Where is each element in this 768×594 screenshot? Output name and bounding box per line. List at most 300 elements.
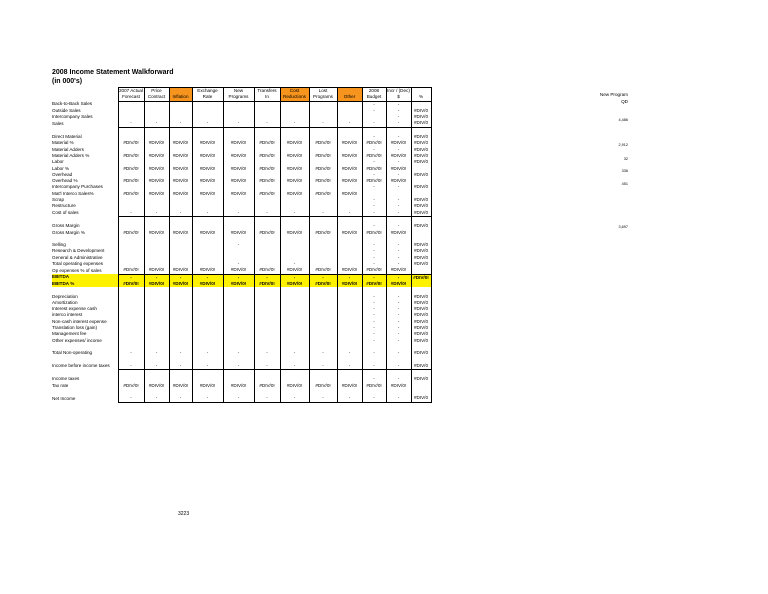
table-cell: #DIV/0! [280,281,309,287]
row-label: Scrap [52,197,65,203]
table-cell: - [223,274,254,281]
table-cell: #DIV/0! [362,153,386,159]
table-cell: - [223,261,254,267]
header-spacer [52,88,118,95]
table-cell: - [337,395,362,402]
table-cell: #DIV/0! [309,383,337,389]
table-cell: #DIV/0! [337,191,362,197]
table-cell: #DIV/0 [411,159,431,165]
table-cell: #DIV/0! [192,267,223,274]
row-label: Income before income taxes [52,363,110,369]
header-row [52,88,431,95]
column-header: Exchange [192,88,223,95]
table-cell [411,216,431,223]
table-cell: - [192,120,223,127]
table-cell: - [386,300,411,306]
row-label: Depreciation [52,293,78,299]
table-cell: #DIV/0! [254,281,280,287]
table-cell: #DIV/0! [337,153,362,159]
table-cell: #DIV/0! [169,383,192,389]
table-cell: #DIV/0 [411,134,431,140]
table-cell: - [362,242,386,248]
table-cell: #DIV/0! [118,140,144,146]
table-cell: - [386,306,411,312]
table-cell: #DIV/0! [118,166,144,172]
table-cell: #DIV/0! [337,281,362,287]
table-cell: - [254,120,280,127]
row-label: Research & Development [52,248,105,254]
table-cell: #DIV/0! [144,166,169,172]
table-cell [144,216,169,223]
table-cell: #DIV/0! [192,230,223,236]
table-cell: #DIV/0! [223,383,254,389]
table-cell: - [309,210,337,217]
table-cell [411,127,431,134]
table-cell: #DIV/0! [254,166,280,172]
row-label: Labor % [52,165,70,171]
table-cell [337,127,362,134]
row-label: Other expenses/ income [52,337,102,343]
table-cell [192,101,223,108]
table-cell: - [309,363,337,370]
row-label: Tax rate [52,382,69,388]
row-label: Income taxes [52,376,80,382]
table-cell: - [192,395,223,402]
column-header [337,88,362,95]
row-label: Total operating expenses [52,261,104,267]
row-label [52,127,118,134]
side-value: 451 [621,182,628,186]
row-label: Translation loss (gain) [52,324,98,330]
column-header: 2007 Actual [118,88,143,93]
row-label: General & Administrative [52,254,103,260]
table-cell: - [386,363,411,370]
table-cell: - [386,147,411,153]
table-cell: #DIV/0! [362,140,386,146]
table-cell: #DIV/0! [192,383,223,389]
table-cell: - [362,274,386,281]
table-cell: - [386,114,411,120]
table-cell: - [362,134,386,140]
row-label: Total Non-operating [52,350,93,356]
row-label: Outside Sales [52,107,81,113]
table-cell: #DIV/0! [169,140,192,146]
row-label: Material Adders [52,146,84,152]
table-cell: - [309,274,337,281]
table-cell: #DIV/0! [192,153,223,159]
column-header: Budget [362,94,386,101]
column-header: Programs [223,94,254,101]
table-cell: - [386,120,411,127]
table-cell: - [280,120,309,127]
table-cell: #DIV/0! [223,281,254,287]
table-cell: #DIV/0 [411,184,431,190]
table-cell: #DIV/0! [118,230,144,236]
row-label: Net Income [52,395,76,401]
table-cell: - [118,350,144,356]
row-label: Op expenses % of sales [52,267,102,273]
table-cell: - [362,325,386,331]
table-cell: #DIV/0! [386,383,411,389]
table-cell: - [169,210,192,217]
table-cell [337,216,362,223]
table-cell: #DIV/0! [280,178,309,184]
table-cell: #DIV/0! [223,267,254,274]
table-cell: #DIV/0 [411,395,431,402]
header-spacer [52,94,118,101]
table-cell: #DIV/0! [386,267,411,274]
table-cell: - [362,184,386,190]
table-cell: #DIV/0 [411,319,431,325]
table-cell: #DIV/0! [118,153,144,159]
table-cell: - [386,350,411,356]
row-label: Management fee [52,331,87,337]
table-cell: #DIV/0! [280,230,309,236]
table-cell: #DIV/0! [386,178,411,184]
table-cell: - [386,134,411,140]
table-cell: - [192,350,223,356]
table-cell: - [362,120,386,127]
table-cell: - [362,376,386,382]
table-cell: - [386,101,411,108]
column-header: Programs [309,94,337,101]
table-cell: - [280,395,309,402]
table-cell [309,101,337,108]
table-row [52,274,431,281]
table-cell: #DIV/0! [118,383,144,389]
table-cell: #DIV/0! [144,383,169,389]
table-cell: - [362,248,386,254]
table-cell [280,101,309,108]
table-cell: - [362,101,386,108]
table-cell: #DIV/0! [223,140,254,146]
table-cell: #DIV/0! [337,383,362,389]
table-cell: - [337,120,362,127]
table-cell [411,370,431,377]
column-header: Lost [309,88,337,95]
table-cell [192,216,223,223]
row-label: Amortization [52,299,78,305]
column-header [169,88,192,95]
table-cell: #DIV/0 [411,120,431,127]
table-cell: #DIV/0! [144,178,169,184]
table-cell: #DIV/0! [254,178,280,184]
table-cell: - [192,363,223,370]
table-cell: - [192,274,223,281]
table-cell: #DIV/0 [411,210,431,217]
column-header: Forecast [118,94,144,101]
table-cell: #DIV/0! [280,153,309,159]
table-cell: #DIV/0! [337,140,362,146]
table-cell: #DIV/0! [118,281,144,287]
table-cell: - [280,274,309,281]
table-cell: #DIV/0! [309,166,337,172]
table-cell [254,370,280,377]
table-cell: #DIV/0! [192,166,223,172]
table-cell: - [386,338,411,344]
table-cell [254,101,280,108]
table-cell: - [280,261,309,267]
column-header: 2008 [362,88,386,95]
table-cell: - [169,120,192,127]
table-cell: #DIV/0! [309,153,337,159]
table-cell: #DIV/0! [169,178,192,184]
table-row [52,101,431,108]
table-cell [192,370,223,377]
table-cell: #DIV/0! [192,281,223,287]
table-cell: - [223,395,254,402]
table-cell: - [386,261,411,267]
column-header: Contract [144,94,169,101]
row-label: Overhead [52,171,73,177]
table-cell [386,127,411,134]
table-cell [223,370,254,377]
table-cell [144,370,169,377]
side-value: 3,697 [618,225,628,229]
table-cell: #DIV/0! [144,153,169,159]
table-cell: #DIV/0! [144,140,169,146]
table-cell: - [144,363,169,370]
row-label: Gross Margin % [52,229,85,235]
table-cell: #DIV/0! [309,267,337,274]
table-cell: #DIV/0! [169,166,192,172]
table-cell: #DIV/0! [362,383,386,389]
table-cell: - [169,350,192,356]
table-cell: #DIV/0 [411,261,431,267]
column-header: $ [386,94,411,101]
table-cell: #DIV/0 [411,325,431,331]
table-cell: - [386,242,411,248]
table-cell: #DIV/0! [254,230,280,236]
table-cell: - [362,197,386,203]
table-cell [254,127,280,134]
table-cell: - [118,274,144,281]
table-cell: - [386,210,411,217]
table-row [52,210,431,217]
table-cell: #DIV/0! [386,166,411,172]
table-cell: #DIV/0 [411,140,431,146]
table-cell [362,370,386,377]
table-cell: #DIV/0 [411,223,431,229]
column-header: Reductions [280,94,309,101]
table-cell: #DIV/0! [337,230,362,236]
table-cell: - [386,159,411,165]
table-cell: #DIV/0! [386,153,411,159]
table-cell: - [280,363,309,370]
table-cell: - [362,350,386,356]
table-cell [169,216,192,223]
table-cell [337,101,362,108]
table-cell: - [144,120,169,127]
header-row [52,94,431,101]
table-cell: #DIV/0 [411,172,431,178]
table-cell: #DIV/0! [309,140,337,146]
table-cell [280,127,309,134]
column-header: Incr / (Dec) [387,88,410,93]
table-cell: #DIV/0 [411,363,431,370]
row-label: Selling [52,242,66,248]
table-cell: - [362,255,386,261]
table-cell: - [386,223,411,229]
table-cell: - [386,331,411,337]
table-cell: - [386,312,411,318]
table-cell: - [254,363,280,370]
row-label: Sales [52,120,64,126]
table-cell: #DIV/0! [411,274,431,281]
table-cell: - [280,350,309,356]
table-cell: #DIV/0! [169,281,192,287]
table-cell: #DIV/0! [254,267,280,274]
table-cell: #DIV/0 [411,376,431,382]
table-cell: #DIV/0! [223,166,254,172]
table-row [52,267,431,274]
table-cell: #DIV/0! [337,178,362,184]
table-cell: - [254,350,280,356]
side-value: 4,486 [618,118,628,122]
table-cell [144,101,169,108]
table-cell: #DIV/0! [280,383,309,389]
table-cell: - [386,274,411,281]
table-cell: - [118,120,144,127]
table-cell: #DIV/0 [411,300,431,306]
table-cell: #DIV/0 [411,153,431,159]
table-cell [386,370,411,377]
table-cell: - [223,363,254,370]
table-cell [144,127,169,134]
page-subtitle: (in 000's) [52,78,83,85]
table-cell [362,216,386,223]
table-cell [309,216,337,223]
row-label: Direct Material [52,134,82,140]
table-cell [118,216,144,223]
table-cell: #DIV/0! [337,267,362,274]
table-cell: #DIV/0! [254,191,280,197]
table-cell: #DIV/0! [280,267,309,274]
table-cell: - [280,210,309,217]
table-cell [169,101,192,108]
table-cell: - [118,210,144,217]
row-label: EBITDA [52,274,118,281]
table-cell: - [386,319,411,325]
table-cell [223,101,254,108]
table-cell [280,216,309,223]
table-cell: - [362,312,386,318]
table-cell: - [169,395,192,402]
table-cell: - [254,274,280,281]
table-cell: - [223,350,254,356]
table-cell: #DIV/0! [223,230,254,236]
table-cell: #DIV/0! [386,140,411,146]
table-cell: #DIV/0 [411,203,431,209]
table-cell: #DIV/0! [169,191,192,197]
table-cell: - [309,395,337,402]
table-cell: #DIV/0! [309,230,337,236]
side-header-2: QD [621,99,628,104]
table-cell [411,101,431,108]
table-cell [118,370,144,377]
side-header-1: New Program [599,92,628,97]
table-cell: - [386,376,411,382]
table-cell: - [337,210,362,217]
table-cell: - [144,395,169,402]
table-cell: - [386,203,411,209]
row-label: interco interest [52,312,83,318]
table-cell: - [118,395,144,402]
table-cell: #DIV/0 [411,255,431,261]
table-cell [309,370,337,377]
table-cell: #DIV/0! [386,230,411,236]
table-cell: - [362,338,386,344]
table-cell: - [169,363,192,370]
table-row [52,127,431,134]
row-label: Back-to-Back Sales [52,101,93,107]
table-cell: - [386,325,411,331]
table-cell: - [362,331,386,337]
table-cell: - [254,395,280,402]
table-cell: #DIV/0 [411,147,431,153]
row-label [52,370,118,377]
row-label: Intercompany Purchases [52,184,103,190]
table-cell: - [386,248,411,254]
column-header: New [223,88,254,95]
table-cell: - [362,306,386,312]
table-cell: #DIV/0! [192,140,223,146]
page-title: 2008 Income Statement Walkforward [52,69,174,76]
table-cell [411,267,431,274]
table-cell: - [337,274,362,281]
table-cell: #DIV/0! [309,178,337,184]
table-cell: - [386,255,411,261]
table-cell [309,127,337,134]
table-cell: #DIV/0! [254,140,280,146]
row-label: Cost of sales [52,209,79,215]
table-cell: - [223,242,254,248]
table-cell: - [169,274,192,281]
side-value: 32 [623,157,628,161]
table-cell: - [223,120,254,127]
table-cell [192,127,223,134]
table-cell: #DIV/0 [411,306,431,312]
table-cell [118,101,144,108]
column-header: Transfers [254,88,280,95]
row-label: Overhead % [52,178,78,184]
table-cell: #DIV/0! [280,166,309,172]
side-value: 2,912 [618,143,628,147]
table-cell: - [144,210,169,217]
column-header: % [411,94,431,101]
table-cell: #DIV/0 [411,338,431,344]
table-cell: - [386,172,411,178]
table-row [52,395,431,402]
table-cell: - [362,395,386,402]
table-cell: - [386,395,411,402]
row-label: Non-cash interest expense [52,318,107,324]
table-cell: #DIV/0! [337,166,362,172]
table-cell: - [337,363,362,370]
table-cell [118,127,144,134]
table-cell: #DIV/0! [169,230,192,236]
row-label: Mat'l Interco Sales% [52,190,94,196]
income-statement-table [52,87,432,403]
table-cell [337,370,362,377]
column-header [411,88,431,95]
table-cell: - [362,159,386,165]
table-cell: #DIV/0 [411,248,431,254]
column-header: Inflation [169,94,192,101]
table-cell: - [362,210,386,217]
table-cell: - [362,147,386,153]
table-row [52,370,431,377]
